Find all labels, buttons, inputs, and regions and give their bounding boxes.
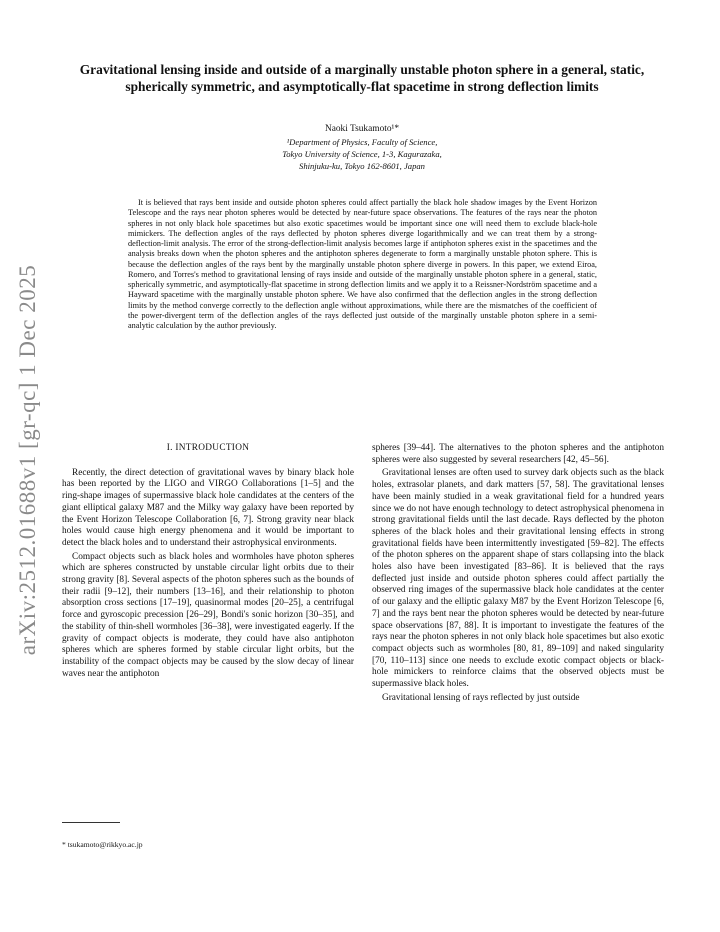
body-paragraph: Recently, the direct detection of gravitational waves by binary black hole has been reported by the LIGO and VIRGO Collaborations [1–5] and the ring-shape images of supermassive black hole candidates at the centers of the giant elliptical galaxy M87 and the Milky way galaxy have been reported by the Event Horizon Telescope Collaboration [6, 7]. Strong gravity near black holes would cause high energy phenomena and it would be important to detect the black holes and to understand their astrophysical environments. xyxy=(62,467,354,548)
body-paragraph: spheres [39–44]. The alternatives to the photon spheres and the antiphoton spheres were also suggested by several researchers [42, 45–56]. xyxy=(372,443,664,465)
affiliation-line: ¹Department of Physics, Faculty of Science, xyxy=(286,137,438,147)
left-column xyxy=(62,443,354,682)
arxiv-identifier: arXiv:2512.01688v1 [gr-qc] 1 Dec 2025 xyxy=(15,264,41,656)
body-paragraph: Gravitational lenses are often used to survey dark objects such as the black holes, extrasolar planets, and dark matters [57, 58]. The gravitational lenses have been mainly studied in a weak gravitational field for a hundred years since we do not have enough technology to detect astrophysical phenomena in strong gravitational fields until the last decade. Rays deflected by the photon spheres of the black holes and their gravitational lensing effects in strong gravitational fields have been intermittently investigated [59–82]. The effects of the photon spheres on the apparent shape of stars collapsing into the black holes also have been investigated [83–86]. It is believed that the rays deflected just inside and outside photon spheres could affect partially the observed ring images of the supermassive black hole candidates at the center of our galaxy and the elliptic galaxy M87 by the Event Horizon Telescope [6, 7] and the rays bent near the photon spheres would be detected by near-future space observations [87, 88]. It is important to investigate the features of the rays near the photon spheres in not only black hole spacetimes but also exotic compact objects such as wormholes [80, 81, 89–109] and naked singularity [70, 110–113] since one needs to exclude exotic compact objects or black-hole mimickers to reinforce claims that the observed objects must be supermassive black holes. xyxy=(372,468,664,690)
affiliation xyxy=(60,136,664,172)
footnote-divider xyxy=(62,822,120,823)
abstract: It is believed that rays bent inside and outside photon spheres could affect partially the black hole shadow images by the Event Horizon Telescope and the rays near photon spheres would be detected by near-future space observations. The features of the rays near the photon spheres in not only black hole spacetimes but also exotic spacetimes would be important since one will need them to exclude black-hole mimickers. The deflection angles of the rays deflected by photon spheres diverge logarithmically and we can treat them by a strong-deflection-limit analysis. The error of the strong-deflection-limit analysis becomes large if antiphoton spheres exist in the spacetimes and the analysis breaks down when the photon spheres and the antiphoton spheres degenerate to form a marginally unstable photon sphere. This is because the deflection angles of the rays bent by the marginally unstable photon sphere diverge in powers. In this paper, we extend Eiroa, Romero, and Torres's method to gravitational lensing of rays inside and outside of the marginally unstable photon sphere in a general, static, spherically symmetric, and asymptotically-flat spacetime in strong deflection limits and we apply it to a Reissner-Nordström spacetime and a Hayward spacetime with the marginally unstable photon sphere. We have also confirmed that the deflection angles in the strong deflection limits by the method converge correctly to the deflection angle without approximations, while there are the mismatches of the coefficient of the power-divergent term of the deflection angles of the rays deflected just outside of the marginally unstable photon sphere in a semi-analytic calculation by the author previously. xyxy=(128,198,597,330)
affiliation-line: Shinjuku-ku, Tokyo 162-8601, Japan xyxy=(299,161,425,171)
right-column xyxy=(372,443,664,706)
arxiv-side-label xyxy=(6,250,50,670)
author-name: Naoki Tsukamoto¹* xyxy=(324,124,400,134)
body-paragraph: Gravitational lensing of rays reflected by just outside xyxy=(382,692,580,703)
body-paragraph: Compact objects such as black holes and wormholes have photon spheres which are spheres constructed by unstable circular light orbits due to their strong gravity [8]. Several aspects of the photon spheres such as the bounds of their radii [9–12], their numbers [13–16], and their relationship to photon absorption cross sections [17–19], quasinormal modes [20–25], a centrifugal force and gyroscopic precession [26–29], Bondi's sonic horizon [30–35], and the stability of thin-shell wormholes [36–38], were investigated eagerly. If the gravity of compact objects is moderate, they could have also antiphoton spheres which are spheres formed by stable circular light orbits, but the instability of the compact objects may be caused by the slow decay of linear waves near the antiphoton xyxy=(62,551,354,679)
paper-title: Gravitational lensing inside and outside of a marginally unstable photon sphere in a general, static, spherically symmetric, and asymptotically-flat spacetime in strong deflection limits xyxy=(79,62,645,94)
affiliation-line: Tokyo University of Science, 1-3, Kagurazaka, xyxy=(282,149,442,159)
section-heading: I. INTRODUCTION xyxy=(166,443,250,453)
footnote-email: * tsukamoto@rikkyo.ac.jp xyxy=(62,840,143,849)
